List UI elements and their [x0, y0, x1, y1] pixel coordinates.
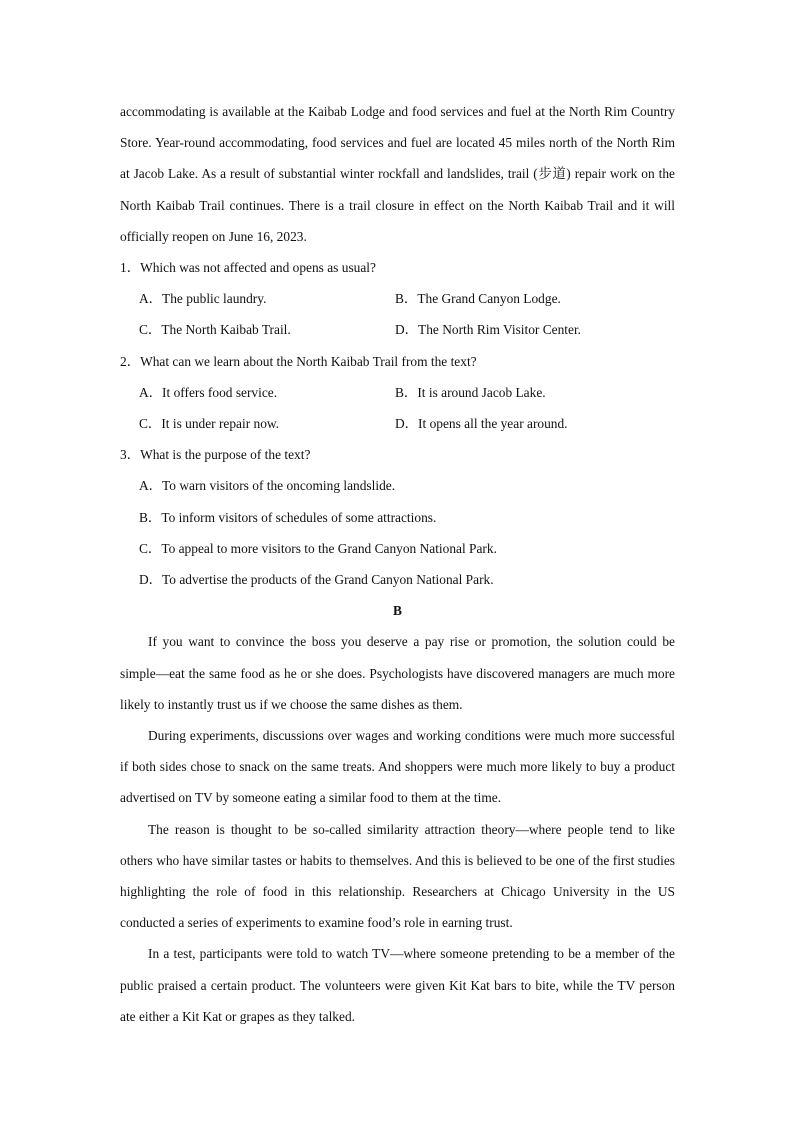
- question-2: [120, 346, 675, 440]
- question-3: [120, 439, 675, 595]
- passage-b-paragraph: The reason is thought to be so-called similarity attraction theory—where people tend to like others who have similar tastes or habits to themselves. And this is believed to be one of the first studies highlighting the role of food in this relationship. Researchers at Chicago University in the US conducted a series of experiments to examine food’s role in earning trust.: [120, 821, 675, 931]
- option-b: B．It is around Jacob Lake.: [395, 384, 546, 400]
- passage-b-paragraph: In a test, participants were told to watch TV—where someone pretending to be a member of the public praised a certain product. The volunteers were given Kit Kat bars to bite, while the TV person ate either a Kit Kat or grapes as they talked.: [120, 946, 675, 1024]
- option-c: C．To appeal to more visitors to the Grand Canyon National Park.: [139, 540, 497, 556]
- question-stem: 1．Which was not affected and opens as usual?: [120, 260, 376, 276]
- passage-a-text: accommodating is available at the Kaibab Lodge and food services and fuel at the North Rim Country Store. Year-round accommodating, food services and fuel are located 45 miles north of the North Rim at Jacob Lake. As a result of substantial winter rockfall and landslides, trail (步道) repair work on the North Kaibab Trail continues. There is a trail closure in effect on the North Kaibab Trail and it will officially reopen on June 16, 2023.: [120, 104, 675, 244]
- passage-b-paragraph: If you want to convince the boss you deserve a pay rise or promotion, the solution could be simple—eat the same food as he or she does. Psychologists have discovered managers are much more likely to instantly trust us if we choose the same dishes as them.: [120, 634, 675, 712]
- question-stem: 3．What is the purpose of the text?: [120, 447, 311, 463]
- question-1: [120, 252, 675, 346]
- passage-b-paragraph: During experiments, discussions over wages and working conditions were much more successful if both sides chose to snack on the same treats. And shoppers were much more likely to buy a product advertised on TV by someone eating a similar food to them at the time.: [120, 728, 675, 806]
- question-stem: 2．What can we learn about the North Kaibab Trail from the text?: [120, 353, 477, 369]
- option-d: D．To advertise the products of the Grand Canyon National Park.: [139, 572, 494, 588]
- options-grid: [120, 283, 675, 345]
- option-c: C．The North Kaibab Trail.: [139, 322, 291, 338]
- option-b: B．The Grand Canyon Lodge.: [395, 291, 561, 307]
- option-a: A．The public laundry.: [139, 291, 267, 307]
- option-c: C．It is under repair now.: [139, 416, 280, 432]
- option-b: B．To inform visitors of schedules of some attractions.: [139, 509, 437, 525]
- option-d: D．The North Rim Visitor Center.: [395, 322, 582, 338]
- section-title: B: [393, 603, 402, 619]
- option-d: D．It opens all the year around.: [395, 416, 568, 432]
- options-grid: [120, 377, 675, 439]
- document-page: [120, 96, 675, 1032]
- option-a: A．It offers food service.: [139, 384, 278, 400]
- option-a: A．To warn visitors of the oncoming landslide.: [139, 478, 396, 494]
